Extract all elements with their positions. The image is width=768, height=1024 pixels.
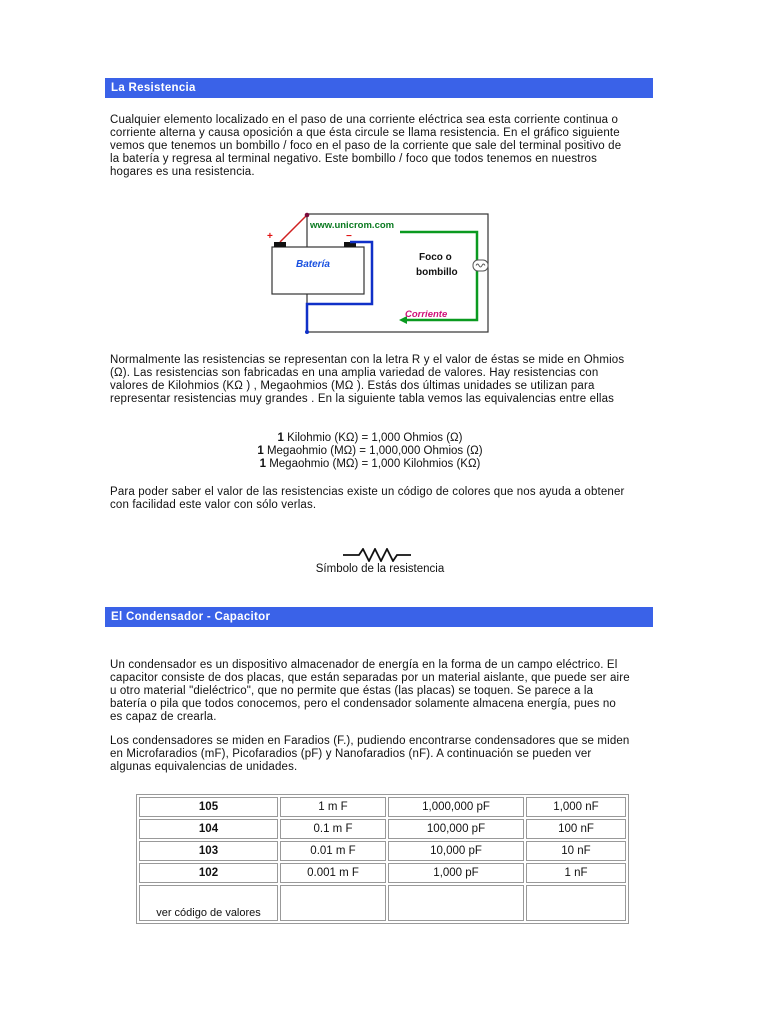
table-cell: 10 nF (526, 841, 626, 861)
equivalence-line-2 (110, 445, 630, 458)
table-cell: 100 nF (526, 819, 626, 839)
resistor-symbol-caption: Símbolo de la resistencia (315, 563, 445, 575)
table-cell: 1 m F (280, 797, 386, 817)
equivalence-number: 1 (257, 445, 264, 457)
table-cell-empty (388, 885, 524, 921)
battery-plus-label: + (267, 231, 273, 242)
resistencia-intro: Cualquier elemento localizado en el paso de una corriente eléctrica sea esta corriente continua o corriente alterna y causa oposición a que ésta circule se llama resistencia. En el gráfico siguiente vemos que tenemos un bombillo / foco en el paso de la corriente que sale del terminal positivo de la batería y regresa al terminal negativo. Este bombillo / foco que todos tenemos en nuestros hogares es una resistencia. (110, 114, 622, 178)
bulb-label-line1: Foco o (419, 252, 452, 263)
table-cell: 1,000 pF (388, 863, 524, 883)
bulb-icon (473, 260, 488, 271)
table-row (139, 797, 626, 817)
battery-minus-label: − (346, 231, 352, 242)
equivalence-text: Megaohmio (MΩ) = 1,000 Kilohmios (KΩ) (266, 458, 481, 470)
table-cell-code: 103 (139, 841, 278, 861)
resistencia-para2: Normalmente las resistencias se representan con la letra R y el valor de éstas se mide en Ohmios (Ω). Las resistencias son fabricadas en una amplia variedad de valores. Hay resistencias con valores de Kilohmios (KΩ ) , Megaohmios (MΩ ). Estás dos últimas unidades se utilizan para representar resistencias muy grandes . En la siguiente tabla vemos las equivalencias entre ellas (110, 354, 625, 405)
section-header-resistencia: La Resistencia (105, 78, 653, 98)
equivalence-text: Megaohmio (MΩ) = 1,000,000 Ohmios (Ω) (263, 445, 483, 457)
equivalence-line-3 (110, 458, 630, 471)
ver-codigo-link[interactable]: ver código de valores (139, 885, 278, 921)
condensador-para1: Un condensador es un dispositivo almacenador de energía en la forma de un campo eléctrico. El capacitor consiste de dos placas, que están separadas por un material aislante, que puede ser aire u otro material "dieléctrico", que no permite que éstas (las placas) se toquen. Se parece a la batería o pila que todos conocemos, pero el condensador solamente almacena energía, pues no es capaz de crearla. (110, 659, 630, 723)
table-row (139, 885, 626, 921)
table-cell-code: 102 (139, 863, 278, 883)
table-cell: 1,000,000 pF (388, 797, 524, 817)
table-cell-empty (280, 885, 386, 921)
resistor-symbol-icon (343, 548, 411, 562)
table-cell: 1,000 nF (526, 797, 626, 817)
table-row (139, 863, 626, 883)
table-cell-code: 104 (139, 819, 278, 839)
table-row (139, 841, 626, 861)
table-row (139, 819, 626, 839)
table-cell: 0.001 m F (280, 863, 386, 883)
equivalence-text: Kilohmio (KΩ) = 1,000 Ohmios (Ω) (283, 432, 463, 444)
equivalence-number: 1 (277, 432, 284, 444)
section-header-condensador: El Condensador - Capacitor (105, 607, 653, 627)
bulb-label-line2: bombillo (416, 267, 458, 278)
capacitor-equivalence-table (136, 794, 629, 924)
equivalence-line-1 (110, 432, 630, 445)
resistencia-para3: Para poder saber el valor de las resistencias existe un código de colores que nos ayuda a obtener con facilidad este valor con sólo verlas. (110, 486, 625, 511)
battery-label: Batería (296, 259, 330, 270)
table-cell: 10,000 pF (388, 841, 524, 861)
circuit-diagram (260, 206, 496, 336)
table-cell: 0.1 m F (280, 819, 386, 839)
table-cell: 0.01 m F (280, 841, 386, 861)
table-cell-code: 105 (139, 797, 278, 817)
diagram-site-label: www.unicrom.com (310, 220, 395, 231)
current-label: Corriente (405, 309, 448, 320)
table-cell: 100,000 pF (388, 819, 524, 839)
table-cell-empty (526, 885, 626, 921)
table-cell: 1 nF (526, 863, 626, 883)
condensador-para2: Los condensadores se miden en Faradios (F.), pudiendo encontrarse condensadores que se miden en Microfaradios (mF), Picofaradios (pF) y Nanofaradios (nF). A continuación se pueden ver algunas equivalencias de unidades. (110, 735, 630, 773)
equivalence-number: 1 (259, 458, 267, 470)
